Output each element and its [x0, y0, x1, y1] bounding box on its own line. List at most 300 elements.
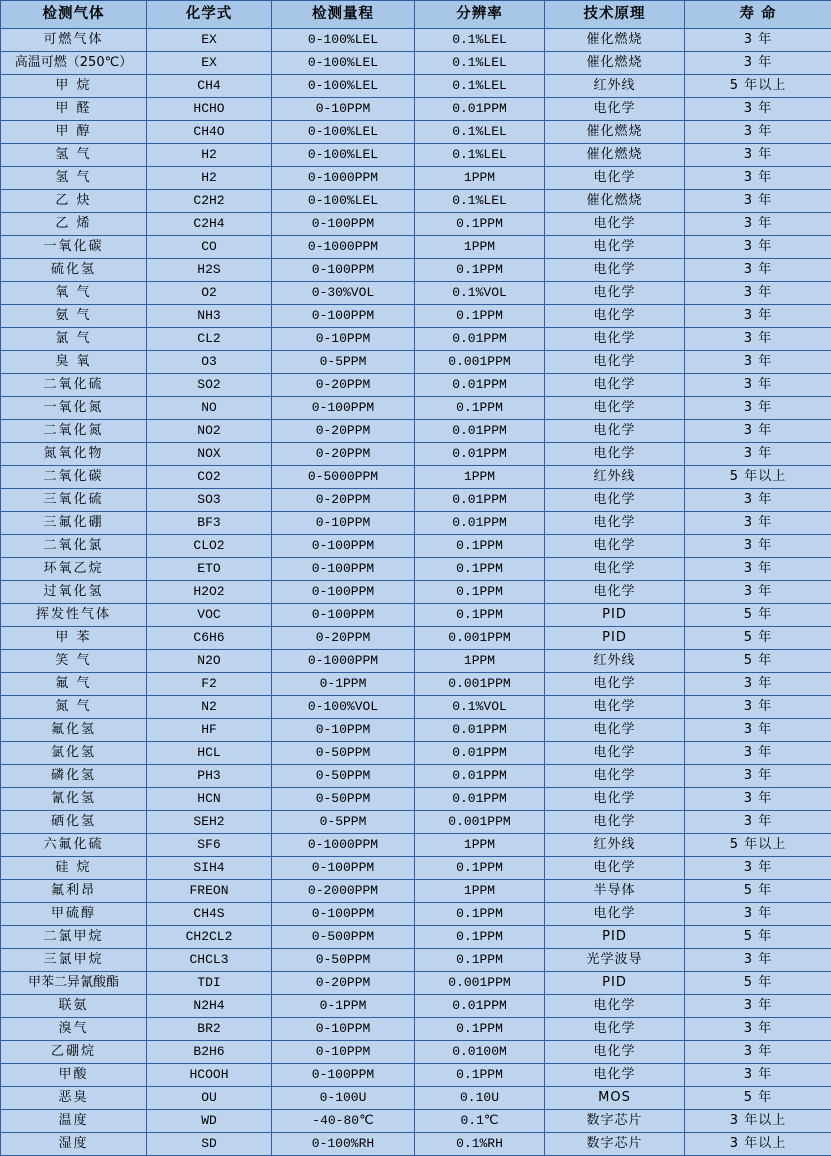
cell-principle: 电化学 — [545, 397, 685, 420]
cell-formula: CH2CL2 — [147, 926, 272, 949]
cell-life: 3 年 — [685, 167, 831, 190]
cell-range: 0-100%RH — [272, 1133, 415, 1156]
cell-gas-name: 溴气 — [1, 1018, 147, 1041]
cell-resolution: 0.1%LEL — [415, 144, 545, 167]
cell-life: 3 年 — [685, 696, 831, 719]
cell-life: 3 年 — [685, 811, 831, 834]
cell-principle: 半导体 — [545, 880, 685, 903]
cell-gas-name: 氮氧化物 — [1, 443, 147, 466]
cell-gas-name: 硫化氢 — [1, 259, 147, 282]
cell-formula: O3 — [147, 351, 272, 374]
cell-resolution: 0.001PPM — [415, 972, 545, 995]
cell-life: 3 年 — [685, 443, 831, 466]
cell-life: 5 年 — [685, 1087, 831, 1110]
cell-life: 3 年 — [685, 857, 831, 880]
cell-formula: HCN — [147, 788, 272, 811]
cell-resolution: 0.001PPM — [415, 351, 545, 374]
table-row — [1, 558, 831, 581]
cell-formula: HF — [147, 719, 272, 742]
table-row — [1, 1087, 831, 1110]
table-row — [1, 98, 831, 121]
cell-resolution: 0.1%VOL — [415, 282, 545, 305]
cell-principle: 光学波导 — [545, 949, 685, 972]
cell-resolution: 0.01PPM — [415, 420, 545, 443]
cell-range: 0-1PPM — [272, 673, 415, 696]
cell-formula: C2H4 — [147, 213, 272, 236]
table-row — [1, 52, 831, 75]
table-row — [1, 328, 831, 351]
table-row — [1, 190, 831, 213]
cell-range: 0-100PPM — [272, 305, 415, 328]
cell-formula: EX — [147, 52, 272, 75]
cell-life: 3 年 — [685, 558, 831, 581]
table-row — [1, 466, 831, 489]
cell-principle: 电化学 — [545, 1041, 685, 1064]
cell-principle: 电化学 — [545, 236, 685, 259]
table-row — [1, 535, 831, 558]
cell-gas-name: 二氧化硫 — [1, 374, 147, 397]
cell-gas-name: 二氯甲烷 — [1, 926, 147, 949]
cell-principle: 电化学 — [545, 259, 685, 282]
table-row — [1, 1041, 831, 1064]
cell-range: 0-20PPM — [272, 627, 415, 650]
table-row — [1, 420, 831, 443]
cell-gas-name: 甲苯二异氰酸酯 — [1, 972, 147, 995]
cell-range: 0-10PPM — [272, 719, 415, 742]
cell-resolution: 0.1PPM — [415, 604, 545, 627]
cell-formula: O2 — [147, 282, 272, 305]
table-row — [1, 167, 831, 190]
table-row — [1, 811, 831, 834]
cell-gas-name: 湿度 — [1, 1133, 147, 1156]
cell-principle: 电化学 — [545, 696, 685, 719]
cell-life: 5 年 — [685, 972, 831, 995]
cell-life: 5 年 — [685, 880, 831, 903]
cell-principle: 电化学 — [545, 1064, 685, 1087]
cell-life: 3 年以上 — [685, 1110, 831, 1133]
table-row — [1, 282, 831, 305]
cell-formula: H2S — [147, 259, 272, 282]
cell-gas-name: 甲 醇 — [1, 121, 147, 144]
cell-resolution: 0.10U — [415, 1087, 545, 1110]
cell-principle: 电化学 — [545, 98, 685, 121]
table-row — [1, 903, 831, 926]
cell-life: 3 年 — [685, 788, 831, 811]
cell-principle: 电化学 — [545, 742, 685, 765]
table-row — [1, 949, 831, 972]
table-row — [1, 834, 831, 857]
cell-gas-name: 氟化氢 — [1, 719, 147, 742]
cell-resolution: 1PPM — [415, 834, 545, 857]
cell-formula: CH4 — [147, 75, 272, 98]
cell-life: 3 年 — [685, 52, 831, 75]
cell-range: 0-20PPM — [272, 972, 415, 995]
cell-range: 0-100PPM — [272, 397, 415, 420]
cell-range: -40-80℃ — [272, 1110, 415, 1133]
column-header-formula: 化学式 — [147, 1, 272, 29]
table-row — [1, 857, 831, 880]
cell-gas-name: 甲 醛 — [1, 98, 147, 121]
cell-gas-name: 环氧乙烷 — [1, 558, 147, 581]
cell-range: 0-50PPM — [272, 765, 415, 788]
cell-life: 3 年 — [685, 420, 831, 443]
cell-formula: H2O2 — [147, 581, 272, 604]
table-row — [1, 880, 831, 903]
cell-resolution: 0.01PPM — [415, 489, 545, 512]
table-row — [1, 259, 831, 282]
cell-formula: SEH2 — [147, 811, 272, 834]
cell-resolution: 0.1PPM — [415, 1064, 545, 1087]
column-header-gas-name: 检测气体 — [1, 1, 147, 29]
cell-formula: C6H6 — [147, 627, 272, 650]
table-row — [1, 926, 831, 949]
cell-life: 3 年 — [685, 236, 831, 259]
cell-gas-name: 三氧化硫 — [1, 489, 147, 512]
cell-resolution: 1PPM — [415, 236, 545, 259]
cell-range: 0-100PPM — [272, 558, 415, 581]
cell-principle: 电化学 — [545, 374, 685, 397]
cell-resolution: 0.1PPM — [415, 1018, 545, 1041]
cell-gas-name: 六氟化硫 — [1, 834, 147, 857]
cell-principle: 电化学 — [545, 719, 685, 742]
cell-resolution: 0.01PPM — [415, 328, 545, 351]
cell-life: 3 年 — [685, 719, 831, 742]
cell-range: 0-10PPM — [272, 512, 415, 535]
cell-resolution: 0.01PPM — [415, 995, 545, 1018]
cell-formula: PH3 — [147, 765, 272, 788]
cell-gas-name: 氯化氢 — [1, 742, 147, 765]
cell-range: 0-10PPM — [272, 328, 415, 351]
cell-gas-name: 氨 气 — [1, 305, 147, 328]
table-row — [1, 443, 831, 466]
cell-range: 0-100%VOL — [272, 696, 415, 719]
cell-life: 5 年 — [685, 627, 831, 650]
cell-range: 0-100%LEL — [272, 29, 415, 52]
cell-resolution: 0.001PPM — [415, 673, 545, 696]
cell-principle: 电化学 — [545, 328, 685, 351]
cell-gas-name: 乙 炔 — [1, 190, 147, 213]
cell-principle: 电化学 — [545, 420, 685, 443]
table-row — [1, 627, 831, 650]
cell-gas-name: 甲酸 — [1, 1064, 147, 1087]
cell-gas-name: 联氨 — [1, 995, 147, 1018]
cell-formula: CL2 — [147, 328, 272, 351]
table-row — [1, 489, 831, 512]
cell-formula: HCHO — [147, 98, 272, 121]
cell-resolution: 0.1%RH — [415, 1133, 545, 1156]
column-header-principle: 技术原理 — [545, 1, 685, 29]
cell-formula: SF6 — [147, 834, 272, 857]
column-header-resolution: 分辨率 — [415, 1, 545, 29]
table-row — [1, 788, 831, 811]
cell-principle: 电化学 — [545, 305, 685, 328]
cell-gas-name: 氧 气 — [1, 282, 147, 305]
cell-formula: SO2 — [147, 374, 272, 397]
cell-gas-name: 氢 气 — [1, 167, 147, 190]
cell-gas-name: 氟 气 — [1, 673, 147, 696]
cell-life: 3 年以上 — [685, 1133, 831, 1156]
cell-resolution: 0.01PPM — [415, 374, 545, 397]
cell-resolution: 0.1PPM — [415, 259, 545, 282]
cell-resolution: 0.01PPM — [415, 719, 545, 742]
table-row — [1, 121, 831, 144]
cell-formula: HCOOH — [147, 1064, 272, 1087]
cell-formula: N2 — [147, 696, 272, 719]
table-row — [1, 236, 831, 259]
cell-principle: 电化学 — [545, 535, 685, 558]
cell-principle: PID — [545, 926, 685, 949]
column-header-range: 检测量程 — [272, 1, 415, 29]
cell-resolution: 0.001PPM — [415, 627, 545, 650]
cell-resolution: 0.001PPM — [415, 811, 545, 834]
table-row — [1, 1133, 831, 1156]
cell-life: 3 年 — [685, 121, 831, 144]
cell-principle: 红外线 — [545, 75, 685, 98]
cell-life: 3 年 — [685, 374, 831, 397]
cell-range: 0-5PPM — [272, 811, 415, 834]
cell-range: 0-5000PPM — [272, 466, 415, 489]
table-row — [1, 213, 831, 236]
cell-gas-name: 可燃气体 — [1, 29, 147, 52]
cell-range: 0-100U — [272, 1087, 415, 1110]
cell-range: 0-10PPM — [272, 1041, 415, 1064]
cell-formula: OU — [147, 1087, 272, 1110]
table-header-row — [1, 1, 831, 29]
cell-formula: BR2 — [147, 1018, 272, 1041]
table-row — [1, 995, 831, 1018]
cell-principle: 催化燃烧 — [545, 144, 685, 167]
cell-gas-name: 臭 氧 — [1, 351, 147, 374]
cell-resolution: 0.1PPM — [415, 535, 545, 558]
cell-life: 3 年 — [685, 1018, 831, 1041]
table-row — [1, 972, 831, 995]
cell-formula: CLO2 — [147, 535, 272, 558]
cell-range: 0-2000PPM — [272, 880, 415, 903]
cell-formula: C2H2 — [147, 190, 272, 213]
cell-range: 0-100PPM — [272, 604, 415, 627]
table-row — [1, 397, 831, 420]
cell-resolution: 0.1PPM — [415, 926, 545, 949]
cell-principle: 电化学 — [545, 351, 685, 374]
cell-resolution: 0.1PPM — [415, 305, 545, 328]
cell-range: 0-100%LEL — [272, 144, 415, 167]
cell-formula: NH3 — [147, 305, 272, 328]
cell-principle: 电化学 — [545, 857, 685, 880]
cell-gas-name: 三氟化硼 — [1, 512, 147, 535]
cell-resolution: 0.1PPM — [415, 558, 545, 581]
cell-range: 0-1PPM — [272, 995, 415, 1018]
cell-formula: CO2 — [147, 466, 272, 489]
cell-principle: 电化学 — [545, 673, 685, 696]
cell-life: 3 年 — [685, 144, 831, 167]
cell-range: 0-100PPM — [272, 535, 415, 558]
cell-gas-name: 高温可燃（250℃） — [1, 52, 147, 75]
cell-formula: CO — [147, 236, 272, 259]
cell-principle: 数字芯片 — [545, 1110, 685, 1133]
cell-formula: F2 — [147, 673, 272, 696]
cell-principle: PID — [545, 627, 685, 650]
cell-range: 0-1000PPM — [272, 167, 415, 190]
cell-life: 3 年 — [685, 489, 831, 512]
cell-resolution: 0.01PPM — [415, 765, 545, 788]
cell-gas-name: 一氧化氮 — [1, 397, 147, 420]
cell-principle: 电化学 — [545, 489, 685, 512]
cell-principle: 电化学 — [545, 581, 685, 604]
cell-formula: N2O — [147, 650, 272, 673]
cell-life: 3 年 — [685, 742, 831, 765]
cell-range: 0-500PPM — [272, 926, 415, 949]
cell-resolution: 0.1%LEL — [415, 29, 545, 52]
table-row — [1, 144, 831, 167]
table-row — [1, 374, 831, 397]
cell-resolution: 1PPM — [415, 880, 545, 903]
cell-range: 0-100%LEL — [272, 121, 415, 144]
cell-range: 0-50PPM — [272, 949, 415, 972]
cell-resolution: 0.1%LEL — [415, 190, 545, 213]
cell-life: 3 年 — [685, 512, 831, 535]
cell-formula: H2 — [147, 167, 272, 190]
cell-range: 0-1000PPM — [272, 236, 415, 259]
cell-range: 0-20PPM — [272, 489, 415, 512]
table-row — [1, 29, 831, 52]
cell-range: 0-20PPM — [272, 443, 415, 466]
cell-principle: 电化学 — [545, 788, 685, 811]
cell-range: 0-100PPM — [272, 259, 415, 282]
cell-formula: CHCL3 — [147, 949, 272, 972]
cell-life: 3 年 — [685, 765, 831, 788]
cell-principle: MOS — [545, 1087, 685, 1110]
cell-life: 3 年 — [685, 903, 831, 926]
cell-resolution: 1PPM — [415, 466, 545, 489]
cell-resolution: 0.1%LEL — [415, 52, 545, 75]
cell-formula: NO — [147, 397, 272, 420]
cell-range: 0-100PPM — [272, 857, 415, 880]
cell-gas-name: 甲 烷 — [1, 75, 147, 98]
cell-range: 0-100PPM — [272, 1064, 415, 1087]
cell-life: 3 年 — [685, 213, 831, 236]
cell-range: 0-20PPM — [272, 374, 415, 397]
cell-principle: 催化燃烧 — [545, 121, 685, 144]
cell-life: 5 年以上 — [685, 75, 831, 98]
cell-life: 3 年 — [685, 1064, 831, 1087]
cell-range: 0-100PPM — [272, 903, 415, 926]
cell-gas-name: 过氧化氢 — [1, 581, 147, 604]
cell-formula: BF3 — [147, 512, 272, 535]
cell-resolution: 0.1PPM — [415, 397, 545, 420]
cell-life: 5 年以上 — [685, 834, 831, 857]
cell-formula: SD — [147, 1133, 272, 1156]
cell-resolution: 0.01PPM — [415, 742, 545, 765]
cell-formula: TDI — [147, 972, 272, 995]
cell-resolution: 0.01PPM — [415, 788, 545, 811]
cell-gas-name: 二氧化氯 — [1, 535, 147, 558]
cell-principle: PID — [545, 604, 685, 627]
cell-life: 3 年 — [685, 397, 831, 420]
cell-principle: 红外线 — [545, 650, 685, 673]
cell-gas-name: 三氯甲烷 — [1, 949, 147, 972]
cell-gas-name: 温度 — [1, 1110, 147, 1133]
cell-resolution: 1PPM — [415, 167, 545, 190]
cell-resolution: 0.1%VOL — [415, 696, 545, 719]
cell-resolution: 0.1%LEL — [415, 75, 545, 98]
table-row — [1, 75, 831, 98]
cell-formula: NO2 — [147, 420, 272, 443]
table-row — [1, 673, 831, 696]
table-row — [1, 719, 831, 742]
cell-gas-name: 氯 气 — [1, 328, 147, 351]
table-row — [1, 351, 831, 374]
cell-principle: 电化学 — [545, 995, 685, 1018]
cell-gas-name: 甲 苯 — [1, 627, 147, 650]
cell-gas-name: 恶臭 — [1, 1087, 147, 1110]
cell-range: 0-10PPM — [272, 98, 415, 121]
cell-range: 0-1000PPM — [272, 650, 415, 673]
cell-life: 3 年 — [685, 995, 831, 1018]
table-row — [1, 512, 831, 535]
table-row — [1, 581, 831, 604]
table-row — [1, 1018, 831, 1041]
cell-formula: VOC — [147, 604, 272, 627]
cell-range: 0-5PPM — [272, 351, 415, 374]
cell-principle: 电化学 — [545, 558, 685, 581]
cell-principle: 电化学 — [545, 167, 685, 190]
cell-life: 3 年 — [685, 581, 831, 604]
table-row — [1, 742, 831, 765]
cell-resolution: 0.01PPM — [415, 512, 545, 535]
cell-gas-name: 甲硫醇 — [1, 903, 147, 926]
cell-resolution: 0.1PPM — [415, 857, 545, 880]
cell-life: 3 年 — [685, 190, 831, 213]
cell-range: 0-100%LEL — [272, 52, 415, 75]
table-row — [1, 650, 831, 673]
cell-resolution: 1PPM — [415, 650, 545, 673]
cell-formula: HCL — [147, 742, 272, 765]
cell-resolution: 0.1%LEL — [415, 121, 545, 144]
table-row — [1, 1064, 831, 1087]
cell-formula: H2 — [147, 144, 272, 167]
cell-gas-name: 乙 烯 — [1, 213, 147, 236]
cell-resolution: 0.1PPM — [415, 213, 545, 236]
table-row — [1, 305, 831, 328]
cell-formula: SO3 — [147, 489, 272, 512]
cell-principle: 数字芯片 — [545, 1133, 685, 1156]
cell-gas-name: 笑 气 — [1, 650, 147, 673]
cell-resolution: 0.1PPM — [415, 581, 545, 604]
cell-formula: WD — [147, 1110, 272, 1133]
cell-gas-name: 磷化氢 — [1, 765, 147, 788]
cell-gas-name: 二氧化碳 — [1, 466, 147, 489]
cell-principle: 红外线 — [545, 466, 685, 489]
cell-formula: ETO — [147, 558, 272, 581]
cell-principle: 电化学 — [545, 282, 685, 305]
cell-life: 3 年 — [685, 259, 831, 282]
cell-range: 0-10PPM — [272, 1018, 415, 1041]
cell-gas-name: 硒化氢 — [1, 811, 147, 834]
cell-formula: N2H4 — [147, 995, 272, 1018]
cell-range: 0-100PPM — [272, 581, 415, 604]
cell-principle: 电化学 — [545, 213, 685, 236]
cell-formula: NOX — [147, 443, 272, 466]
cell-formula: CH4S — [147, 903, 272, 926]
cell-formula: EX — [147, 29, 272, 52]
cell-life: 5 年 — [685, 926, 831, 949]
cell-gas-name: 氟利昂 — [1, 880, 147, 903]
cell-range: 0-100%LEL — [272, 190, 415, 213]
cell-life: 3 年 — [685, 1041, 831, 1064]
cell-resolution: 0.1PPM — [415, 903, 545, 926]
cell-resolution: 0.01PPM — [415, 98, 545, 121]
cell-principle: 红外线 — [545, 834, 685, 857]
